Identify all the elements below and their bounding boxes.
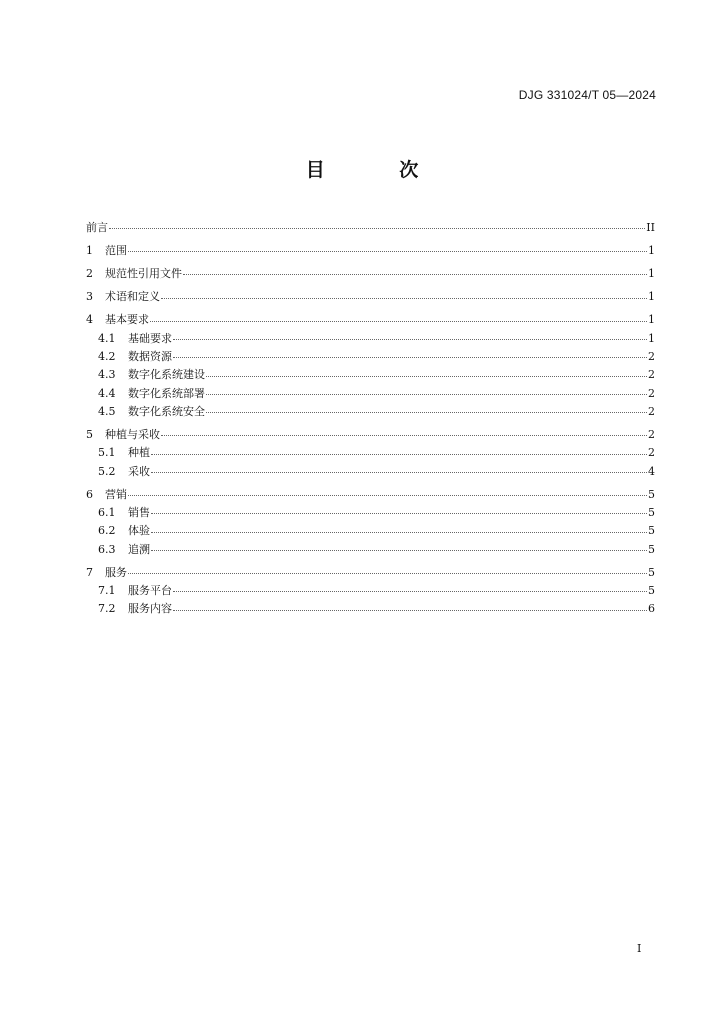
toc-entry[interactable] — [86, 348, 655, 366]
toc-entry-label: 种植与采收 — [105, 427, 160, 441]
toc-entry-label: 范围 — [105, 244, 127, 258]
toc-dot-leader — [173, 610, 647, 611]
toc-entry[interactable] — [86, 582, 655, 600]
toc-entry-number: 5.2 — [98, 464, 116, 478]
toc-entry-label: 基本要求 — [105, 313, 149, 327]
toc-entry-page: 5 — [648, 524, 655, 538]
toc-entry-page: 6 — [648, 602, 655, 616]
toc-dot-leader — [173, 357, 647, 358]
toc-entry[interactable] — [86, 311, 655, 329]
toc-entry-number: 6 — [86, 487, 93, 501]
toc-entry-label: 采收 — [128, 464, 150, 478]
toc-entry-label: 前言 — [86, 221, 108, 234]
toc-entry-label: 营销 — [105, 487, 127, 501]
toc-entry-number: 4.2 — [98, 349, 116, 363]
toc-dot-leader — [206, 412, 647, 413]
toc-entry-page: 5 — [648, 505, 655, 519]
toc-entry-page: 1 — [648, 313, 655, 327]
toc-entry-number: 6.2 — [98, 524, 116, 538]
toc-entry-number: 4.4 — [98, 386, 116, 400]
toc-dot-leader — [150, 321, 647, 322]
toc-entry-number: 2 — [86, 267, 93, 281]
toc-entry-page: 2 — [648, 427, 655, 441]
toc-entry[interactable] — [86, 330, 655, 348]
toc-dot-leader — [206, 394, 647, 395]
toc-entry-number: 7 — [86, 565, 93, 579]
toc-dot-leader — [151, 454, 647, 455]
toc-entry[interactable] — [86, 242, 655, 260]
toc-entry[interactable] — [86, 366, 655, 384]
toc-entry[interactable] — [86, 444, 655, 462]
toc-dot-leader — [183, 274, 647, 275]
toc-entry[interactable] — [86, 504, 655, 522]
toc-entry[interactable] — [86, 600, 655, 618]
toc-dot-leader — [161, 435, 647, 436]
toc-entry[interactable] — [86, 463, 655, 481]
toc-dot-leader — [173, 591, 647, 592]
toc-entry-page: 2 — [648, 446, 655, 460]
toc-entry-label: 服务内容 — [128, 602, 172, 616]
toc-entry-label: 服务 — [105, 565, 127, 579]
toc-entry-page: 2 — [648, 404, 655, 418]
toc-entry-page: 1 — [648, 267, 655, 281]
toc-entry[interactable] — [86, 426, 655, 444]
toc-entry-label: 数字化系统安全 — [128, 404, 205, 418]
toc-dot-leader — [151, 513, 647, 514]
toc-entry-page: 4 — [648, 464, 655, 478]
toc-entry[interactable] — [86, 265, 655, 283]
toc-dot-leader — [173, 339, 647, 340]
toc-dot-leader — [109, 228, 645, 229]
toc-entry-label: 规范性引用文件 — [105, 267, 182, 281]
toc-entry[interactable] — [86, 486, 655, 504]
toc-entry-label: 种植 — [128, 446, 150, 460]
toc-entry-number: 3 — [86, 290, 93, 304]
toc-entry-label: 数字化系统建设 — [128, 368, 205, 382]
toc-dot-leader — [206, 376, 647, 377]
toc-entry-number: 1 — [86, 244, 93, 258]
toc-entry-number: 6.3 — [98, 542, 116, 556]
toc-entry[interactable] — [86, 564, 655, 582]
toc-entry-number: 4.5 — [98, 404, 116, 418]
toc-entry-label: 追溯 — [128, 542, 150, 556]
toc-entry-page: 1 — [648, 331, 655, 345]
toc-entry-number: 4.3 — [98, 368, 116, 382]
toc-dot-leader — [151, 550, 647, 551]
toc-entry-number: 4 — [86, 313, 93, 327]
toc-entry[interactable] — [86, 522, 655, 540]
toc-entry-number: 5 — [86, 427, 93, 441]
toc-entry[interactable] — [86, 288, 655, 306]
toc-entry-number: 4.1 — [98, 331, 116, 345]
page-title: 目 次 — [305, 159, 453, 181]
toc-entry-page: 5 — [648, 565, 655, 579]
toc-entry-page: 1 — [648, 244, 655, 258]
toc-entry[interactable] — [86, 403, 655, 421]
toc-entry-number: 5.1 — [98, 446, 116, 460]
toc-entry-page: 2 — [648, 349, 655, 363]
page-number: I — [637, 942, 642, 955]
toc-dot-leader — [128, 251, 647, 252]
toc-entry-page: II — [646, 221, 655, 234]
toc-entry-label: 服务平台 — [128, 583, 172, 597]
toc-dot-leader — [128, 495, 647, 496]
toc-dot-leader — [128, 573, 647, 574]
toc-entry-label: 体验 — [128, 524, 150, 538]
toc-entry-label: 基础要求 — [128, 331, 172, 345]
toc-dot-leader — [161, 298, 647, 299]
toc-dot-leader — [151, 472, 647, 473]
toc-entry[interactable] — [86, 219, 655, 237]
toc-entry-page: 2 — [648, 368, 655, 382]
toc-entry-label: 数字化系统部署 — [128, 386, 205, 400]
toc-entry-page: 5 — [648, 542, 655, 556]
toc-entry-page: 1 — [648, 290, 655, 304]
toc-entry-number: 7.1 — [98, 583, 116, 597]
toc-entry-label: 数据资源 — [128, 349, 172, 363]
toc-dot-leader — [151, 532, 647, 533]
toc-entry-page: 2 — [648, 386, 655, 400]
toc-entry-number: 7.2 — [98, 602, 116, 616]
toc-entry-label: 销售 — [128, 505, 150, 519]
toc-entry-page: 5 — [648, 487, 655, 501]
toc-entry[interactable] — [86, 385, 655, 403]
toc-entry-label: 术语和定义 — [105, 290, 160, 304]
toc-entry[interactable] — [86, 541, 655, 559]
document-code: DJG 331024/T 05—2024 — [518, 88, 656, 102]
toc-entry-page: 5 — [648, 583, 655, 597]
table-of-contents — [86, 219, 655, 619]
toc-entry-number: 6.1 — [98, 505, 116, 519]
